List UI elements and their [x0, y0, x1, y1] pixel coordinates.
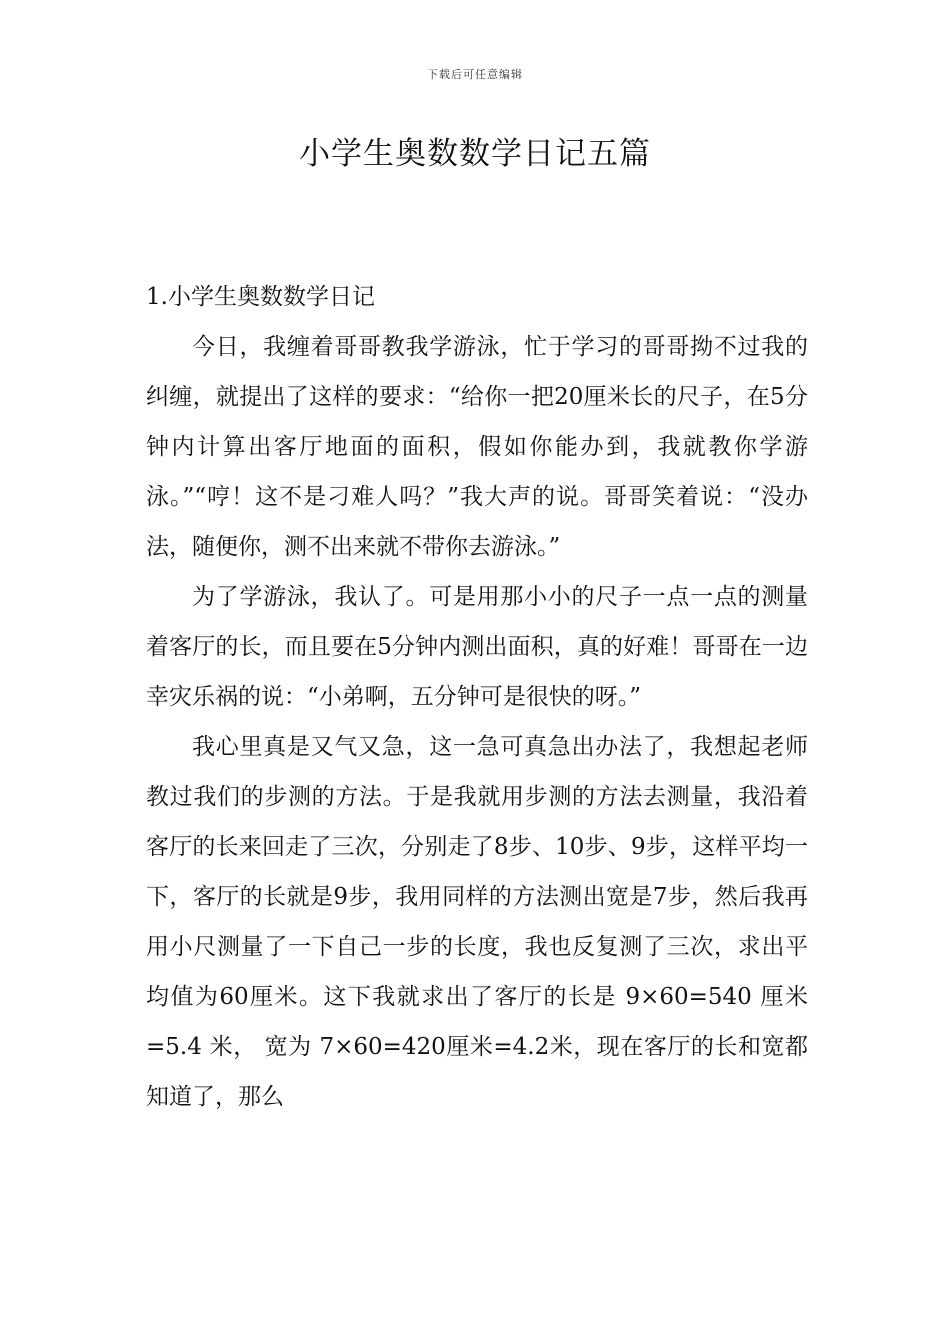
paragraph-3: 我心里真是又气又急，这一急可真急出办法了，我想起老师教过我们的步测的方法。于是我就用步测的方法去测量，我沿着客厅的长来回走了三次，分别走了8步、10步、9步，这样平均一下，客厅的长就是9步，我用同样的方法测出宽是7步，然后我再用小尺测量了一下自己一步的长度，我也反复测了三次，求出平均值为60厘米。这下我就求出了客厅的长是 9×60=540 厘米=5.4 米， 宽为 7×60=420厘米=4.2米，现在客厅的长和宽都知道了，那么	[146, 734, 808, 1110]
document-body	[146, 272, 808, 1122]
header-note: 下载后可任意编辑	[427, 68, 523, 81]
document-title: 小学生奥数数学日记五篇	[299, 136, 651, 172]
section-heading: 1.小学生奥数数学日记	[146, 284, 375, 310]
paragraph-1: 今日，我缠着哥哥教我学游泳，忙于学习的哥哥拗不过我的纠缠，就提出了这样的要求：“给你一把20厘米长的尺子，在5分钟内计算出客厅地面的面积，假如你能办到，我就教你学游泳。”“哼！这不是刁难人吗？”我大声的说。哥哥笑着说：“没办法，随便你，测不出来就不带你去游泳。”	[146, 334, 808, 560]
paragraph-2: 为了学游泳，我认了。可是用那小小的尺子一点一点的测量着客厅的长，而且要在5分钟内测出面积，真的好难！哥哥在一边幸灾乐祸的说：“小弟啊，五分钟可是很快的呀。”	[146, 584, 808, 710]
